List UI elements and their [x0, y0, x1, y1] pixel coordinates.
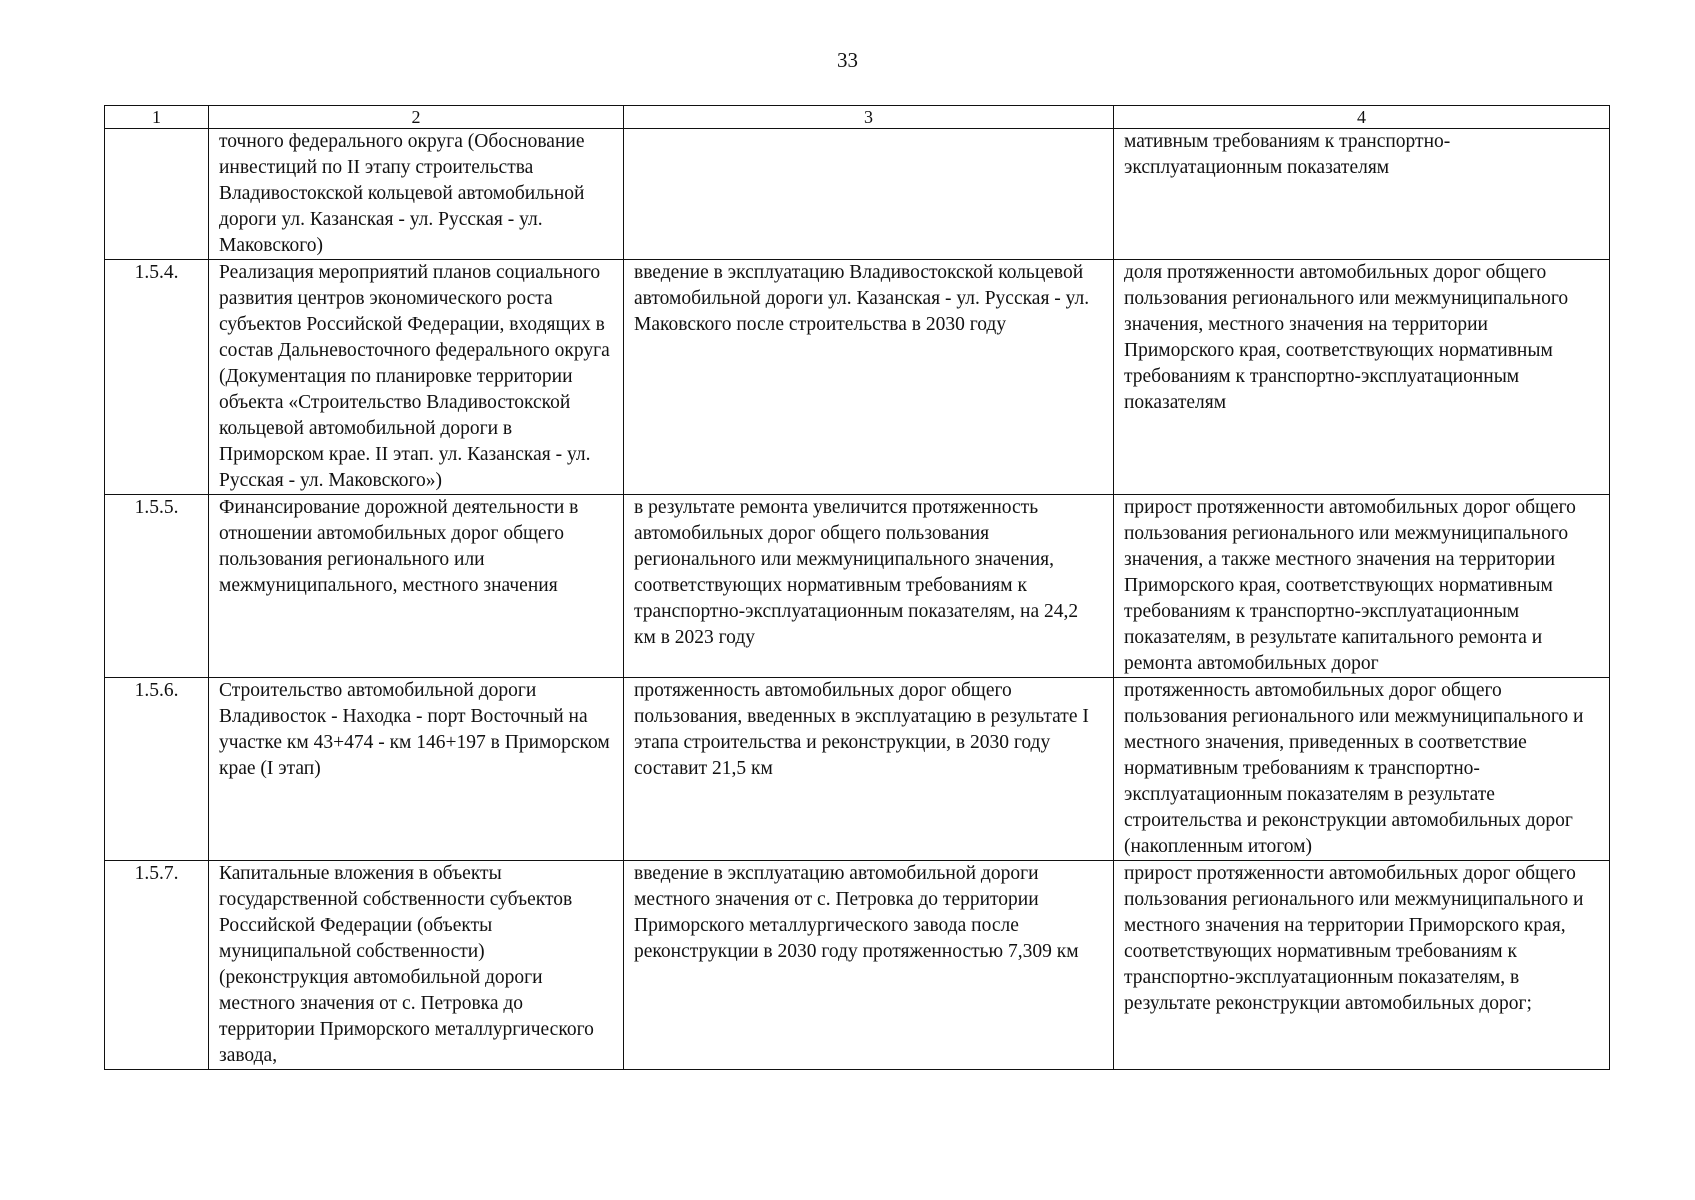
result-cell	[624, 129, 1114, 260]
result-cell: протяженность автомобильных дорог общего пользования, введенных в эксплуатацию в результате I этапа строительства и реконструкции, в 2030 году составит 21,5 км	[624, 678, 1114, 861]
activity-cell: Капитальные вложения в объекты государственной собственности субъектов Российской Федерации (объекты муниципальной собственности) (реконструкция автомобильной дороги местного значения от с. Петровка до территории Приморского металлургического завода,	[209, 861, 624, 1070]
column-header-3: 3	[624, 106, 1114, 129]
row-number: 1.5.4.	[105, 260, 209, 495]
table-header-row	[105, 106, 1610, 129]
measures-table	[104, 105, 1610, 1070]
table-row	[105, 495, 1610, 678]
indicator-cell: доля протяженности автомобильных дорог общего пользования регионального или межмуниципального значения, местного значения на территории Приморского края, соответствующих нормативным требованиям к транспортно-эксплуатационным показателям	[1114, 260, 1610, 495]
activity-cell: Строительство автомобильной дороги Владивосток - Находка - порт Восточный на участке км 43+474 - км 146+197 в Приморском крае (I этап)	[209, 678, 624, 861]
activity-cell: Финансирование дорожной деятельности в отношении автомобильных дорог общего пользования регионального или межмуниципального, местного значения	[209, 495, 624, 678]
indicator-cell: прирост протяженности автомобильных дорог общего пользования регионального или межмуниципального значения, а также местного значения на территории Приморского края, соответствующих нормативным требованиям к транспортно-эксплуатационным показателям, в результате капитального ремонта и ремонта автомобильных дорог	[1114, 495, 1610, 678]
column-header-2: 2	[209, 106, 624, 129]
row-number: 1.5.5.	[105, 495, 209, 678]
table-row	[105, 260, 1610, 495]
column-header-4: 4	[1114, 106, 1610, 129]
result-cell: в результате ремонта увеличится протяженность автомобильных дорог общего пользования регионального или межмуниципального значения, соответствующих нормативным требованиям к транспортно-эксплуатационным показателям, на 24,2 км в 2023 году	[624, 495, 1114, 678]
table-row	[105, 678, 1610, 861]
table-row	[105, 861, 1610, 1070]
indicator-cell: прирост протяженности автомобильных дорог общего пользования регионального или межмуниципального и местного значения на территории Приморского края, соответствующих нормативным требованиям к транспортно-эксплуатационным показателям, в результате реконструкции автомобильных дорог;	[1114, 861, 1610, 1070]
indicator-cell: протяженность автомобильных дорог общего пользования регионального или межмуниципального и местного значения, приведенных в соответствие нормативным требованиям к транспортно-эксплуатационным показателям в результате строительства и реконструкции автомобильных дорог (накопленным итогом)	[1114, 678, 1610, 861]
row-number: 1.5.6.	[105, 678, 209, 861]
page-number: 33	[837, 48, 858, 72]
result-cell: введение в эксплуатацию автомобильной дороги местного значения от с. Петровка до территории Приморского металлургического завода после реконструкции в 2030 году протяженностью 7,309 км	[624, 861, 1114, 1070]
row-number: 1.5.7.	[105, 861, 209, 1070]
activity-cell: точного федерального округа (Обоснование инвестиций по II этапу строительства Владивостокской кольцевой автомобильной дороги ул. Казанская - ул. Русская - ул. Маковского)	[209, 129, 624, 260]
table-row	[105, 129, 1610, 260]
result-cell: введение в эксплуатацию Владивостокской кольцевой автомобильной дороги ул. Казанская - ул. Русская - ул. Маковского после строительства в 2030 году	[624, 260, 1114, 495]
indicator-cell: мативным требованиям к транспортно-эксплуатационным показателям	[1114, 129, 1610, 260]
column-header-1: 1	[105, 106, 209, 129]
row-number	[105, 129, 209, 260]
activity-cell: Реализация мероприятий планов социального развития центров экономического роста субъектов Российской Федерации, входящих в состав Дальневосточного федерального округа (Документация по планировке территории объекта «Строительство Владивостокской кольцевой автомобильной дороги в Приморском крае. II этап. ул. Казанская - ул. Русская - ул. Маковского»)	[209, 260, 624, 495]
